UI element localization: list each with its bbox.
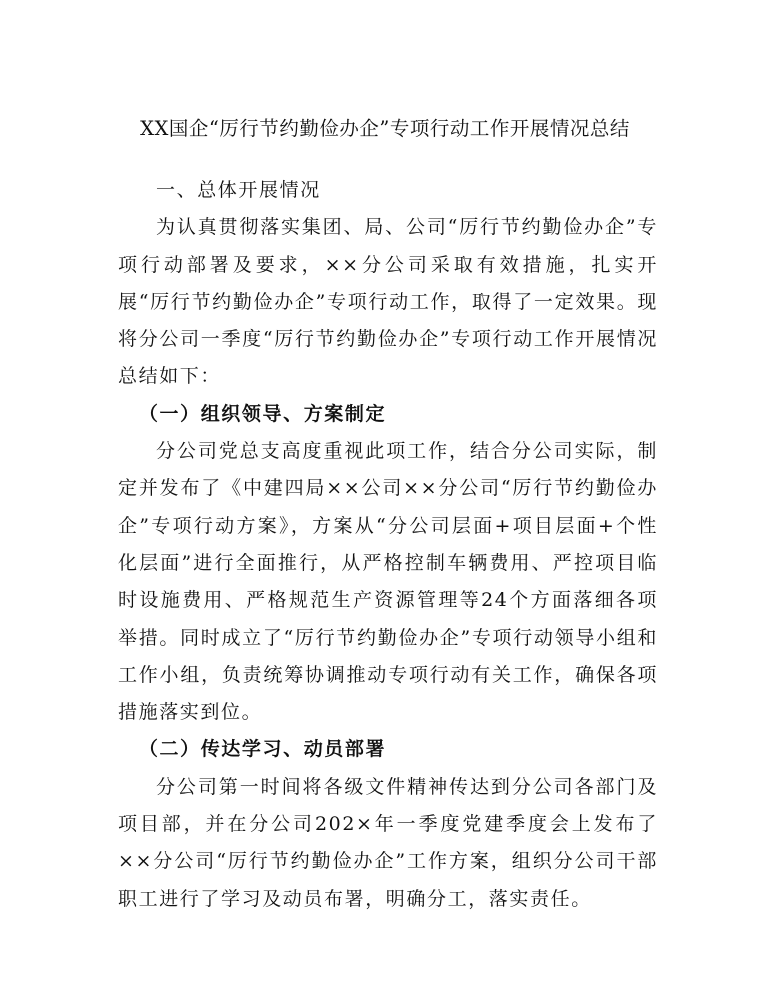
- subsection-heading-study: （二）传达学习、动员部署: [138, 738, 387, 761]
- document-body: [118, 172, 658, 918]
- document-title: XX国企“厉行节约勤俭办企”专项行动工作开展情况总结: [140, 117, 630, 140]
- subsection-paragraph-organization: 分公司党总支高度重视此项工作，结合分公司实际，制定并发布了《中建四局××公司××分公司“厉行节约勤俭办企”专项行动方案》，方案从“分公司层面+项目层面+个性化层面”进行全面推行，从严格控制车辆费用、严控项目临时设施费用、严格规范生产资源管理等24个方面落细各项举措。同时成立了“厉行节约勤俭办企”专项行动领导小组和工作小组，负责统筹协调推动专项行动有关工作，确保各项措施落实到位。: [118, 440, 658, 724]
- section-paragraph-overall: 为认真贯彻落实集团、局、公司“厉行节约勤俭办企”专项行动部署及要求，××分公司采取有效措施，扎实开展“厉行节约勤俭办企”专项行动工作，取得了一定效果。现将分公司一季度“厉行节约勤俭办企”专项行动工作开展情况总结如下：: [118, 216, 658, 388]
- section-heading-overall: 一、总体开展情况: [156, 179, 321, 201]
- subsection-paragraph-study: 分公司第一时间将各级文件精神传达到分公司各部门及项目部，并在分公司202×年一季度党建季度会上发布了××分公司“厉行节约勤俭办企”工作方案，组织分公司干部职工进行了学习及动员布署，明确分工，落实责任。: [118, 775, 658, 910]
- subsection-heading-organization: （一）组织领导、方案制定: [138, 402, 387, 425]
